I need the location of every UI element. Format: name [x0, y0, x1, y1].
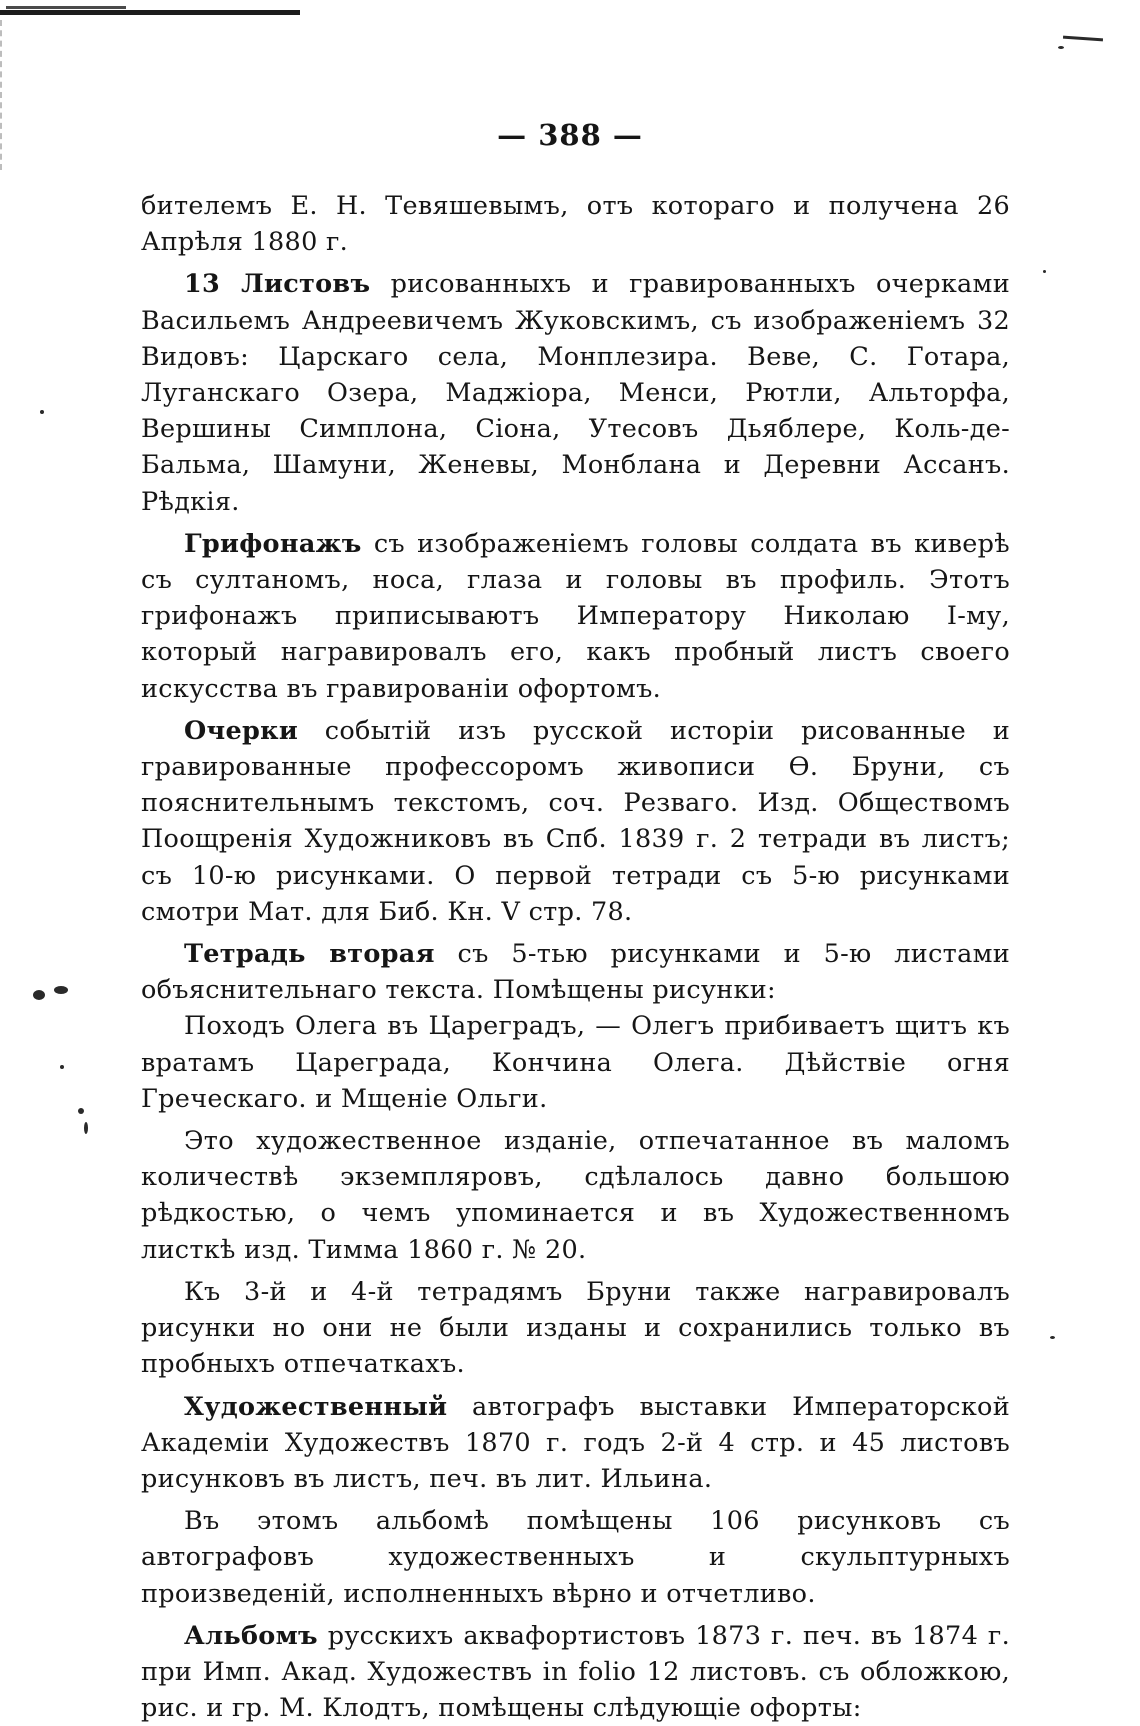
margin-speck [84, 1122, 88, 1134]
corner-dash-mark [1063, 36, 1103, 42]
paragraph-art-autograph [141, 1389, 1010, 1498]
paragraph-continuation [141, 188, 1010, 260]
entry-heading: 13 Листовъ [184, 269, 371, 300]
paragraph-text: съ изображеніемъ головы солдата въ киверѣ съ султаномъ, носа, глаза и головы въ профиль. Этотъ грифонажъ приписываютъ Императору Николаю I-му, который награвировалъ его, какъ пробный листъ своего искусства въ гравированіи офортомъ. [141, 528, 1010, 704]
paragraph-text: Въ этомъ альбомѣ помѣщены 106 рисунковъ съ автографовъ художественныхъ и скульптурныхъ произведеній, исполненныхъ вѣрно и отчетливо. [141, 1506, 1010, 1609]
margin-speck [54, 986, 68, 994]
margin-speck [1058, 46, 1064, 49]
paragraph-text: съ 5-тью рисунками и 5-ю листами объяснительнаго текста. Помѣщены рисунки: [141, 939, 1011, 1006]
paragraph-sketches [141, 713, 1010, 930]
top-rule-thick [0, 10, 300, 15]
margin-speck [40, 410, 44, 414]
paragraph-text: Къ 3-й и 4-й тетрадямъ Бруни также награвировалъ рисунки но они не были изданы и сохранились только въ пробныхъ отпечаткахъ. [141, 1276, 1010, 1380]
paragraph-text: бителемъ Е. Н. Тевяшевымъ, отъ котораго и получена 26 Апрѣля 1880 г. [141, 191, 1010, 258]
top-rule-thin [6, 6, 126, 9]
margin-speck [1050, 1336, 1055, 1339]
page-number: — 388 — [497, 118, 643, 152]
entry-heading: Художественный [184, 1391, 448, 1422]
paragraph-second-notebook [141, 936, 1010, 1008]
margin-speck [60, 1065, 64, 1069]
paragraph-text: русскихъ аквафортистовъ 1873 г. печ. въ 1874 г. при Имп. Акад. Художествъ in folio 12 листовъ. съ обложкою, рис. и гр. М. Клодтъ, помѣщены слѣдующіе офорты: [141, 1620, 1010, 1724]
margin-speck [78, 1108, 84, 1114]
paragraph-drawings-list [141, 1008, 1010, 1117]
margin-speck [1043, 270, 1046, 273]
top-rule [0, 6, 305, 20]
entry-heading: Альбомъ [184, 1620, 318, 1651]
body-text [141, 188, 1010, 1726]
paragraph-text: событій изъ русской исторіи рисованные и гравированные профессоромъ живописи Ѳ. Бруни, съ пояснительнымъ текстомъ, соч. Резваго. Изд. Обществомъ Поощренія Художниковъ въ Спб. 1839 г. 2 тетради въ листъ; съ 10-ю рисунками. О первой тетради съ 5-ю рисунками смотри Мат. для Биб. Кн. V стр. 78. [141, 715, 1010, 927]
paragraph-rarity-note [141, 1123, 1010, 1268]
paragraph-zhukovsky-sheets [141, 266, 1010, 519]
paragraph-text: Походъ Олега въ Цареградъ, — Олегъ прибиваетъ щитъ къ вратамъ Цареграда, Кончина Олега. Дѣйствіе огня Греческаго. и Мщеніе Ольги. [141, 1011, 1010, 1114]
paragraph-album-contents [141, 1503, 1010, 1612]
entry-heading: Очерки [184, 715, 299, 746]
paragraph-text: автографъ выставки Императорской Академіи Художествъ 1870 г. годъ 2-й 4 стр. и 45 листовъ рисунковъ въ листъ, печ. въ лит. Ильина. [141, 1391, 1010, 1494]
paragraph-griffonage [141, 526, 1010, 707]
paragraph-text: рисованныхъ и гравированныхъ очерками Васильемъ Андреевичемъ Жуковскимъ, съ изображеніемъ 32 Видовъ: Царскаго села, Монплезира. Веве, С. Готара, Луганскаго Озера, Маджіора, Менси, Рютли, Альторфа, Вершины Симплона, Сіона, Утесовъ Дьяблере, Коль-де-Бальма, Шамуни, Женевы, Монблана и Деревни Ассанъ. Рѣдкія. [141, 269, 1010, 517]
paragraph-aquafortists-album [141, 1618, 1010, 1726]
entry-heading: Тетрадь вторая [184, 939, 435, 970]
entry-heading: Грифонажъ [184, 528, 362, 559]
paragraph-third-fourth-notebooks [141, 1274, 1010, 1383]
paragraph-text: Это художественное изданіе, отпечатанное въ маломъ количествѣ экземпляровъ, сдѣлалось давно большою рѣдкостью, о чемъ упоминается и въ Художественномъ листкѣ изд. Тимма 1860 г. № 20. [141, 1126, 1010, 1265]
margin-speck [33, 990, 45, 1000]
